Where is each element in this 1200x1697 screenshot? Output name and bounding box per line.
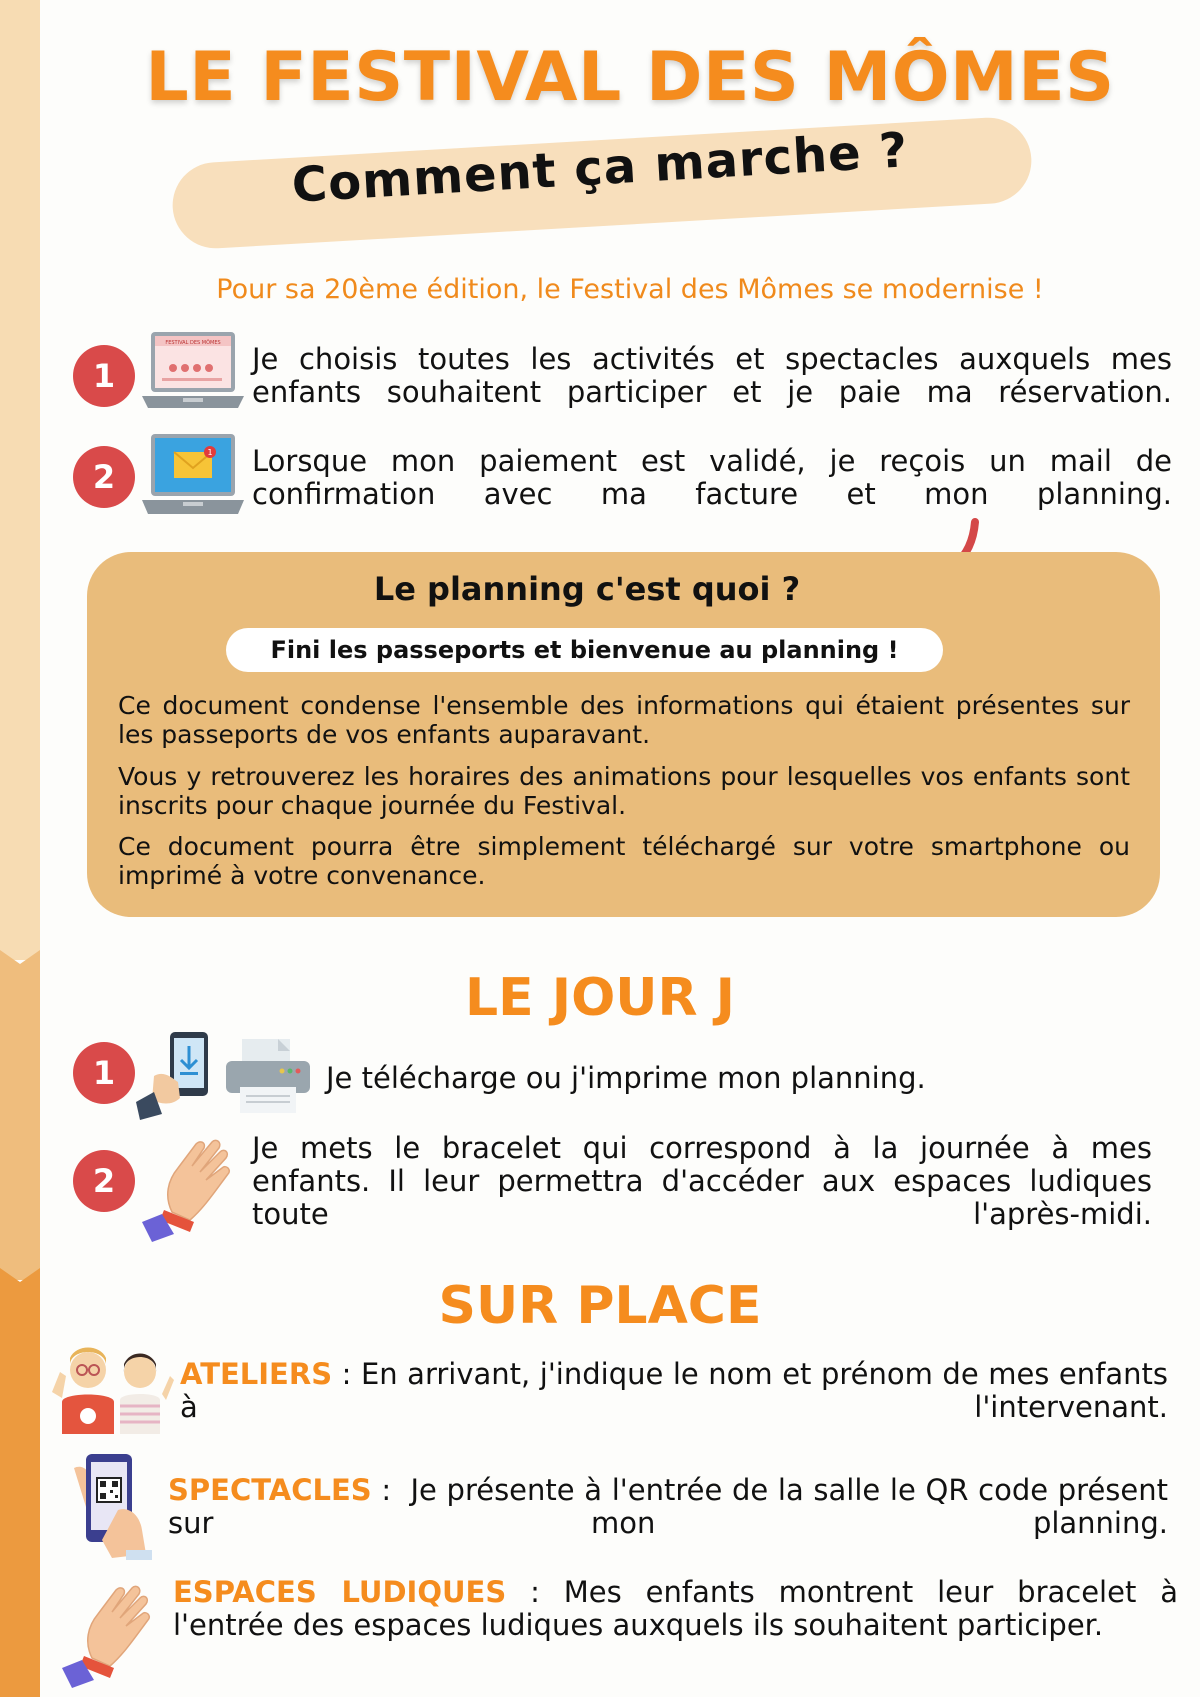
spectacles-description: Je présente à l'entrée de la salle le QR code présent sur mon planning. bbox=[168, 1473, 1168, 1540]
sidebar-band-dark bbox=[0, 1268, 40, 1697]
spectacles-text bbox=[168, 1474, 1168, 1540]
planning-paragraph-3: Ce document pourra être simplement téléchargé sur votre smartphone ou imprimé à votre convenance. bbox=[118, 832, 1130, 890]
planning-paragraph-2: Vous y retrouverez les horaires des animations pour lesquelles vos enfants sont inscrits pour chaque journée du Festival. bbox=[118, 762, 1130, 820]
sidebar-band-mid bbox=[0, 950, 40, 1280]
sidebar-band-light bbox=[0, 0, 40, 960]
section-heading-sur-place: SUR PLACE bbox=[438, 1276, 762, 1336]
decorative-sidebar bbox=[0, 0, 40, 1697]
espaces-ludiques-description: Mes enfants montrent leur bracelet à l'entrée des espaces ludiques auxquels ils souhaitent participer. bbox=[173, 1575, 1178, 1642]
phone-download-icon bbox=[134, 1030, 216, 1120]
mail-badge: 1 bbox=[207, 448, 213, 457]
ateliers-separator: : bbox=[332, 1357, 361, 1391]
jour-j-step-2-text: Je mets le bracelet qui correspond à la journée à mes enfants. Il leur permettra d'accéder aux espaces ludiques toute l'après-midi. bbox=[252, 1131, 1152, 1231]
planning-paragraph-1: Ce document condense l'ensemble des informations qui étaient présentes sur les passeports de vos enfants auparavant. bbox=[118, 691, 1130, 749]
ateliers-text bbox=[180, 1358, 1168, 1424]
page-title: LE FESTIVAL DES MÔMES bbox=[145, 38, 1115, 117]
planning-box-title: Le planning c'est quoi ? bbox=[373, 570, 801, 608]
hand-bracelet-icon bbox=[134, 1134, 238, 1242]
step-2-badge: 2 bbox=[73, 446, 135, 508]
step-1-badge: 1 bbox=[73, 345, 135, 407]
laptop-website-icon bbox=[140, 330, 246, 416]
espaces-ludiques-separator: : bbox=[506, 1575, 564, 1609]
intro-text: Pour sa 20ème édition, le Festival des Mômes se modernise ! bbox=[216, 274, 1044, 305]
jour-j-step-2-badge: 2 bbox=[73, 1150, 135, 1212]
ateliers-description: En arrivant, j'indique le nom et prénom de mes enfants à l'intervenant. bbox=[180, 1357, 1168, 1424]
children-icon bbox=[48, 1342, 174, 1434]
espaces-ludiques-label: ESPACES LUDIQUES bbox=[173, 1575, 507, 1609]
planning-tagline: Fini les passeports et bienvenue au planning ! bbox=[270, 636, 899, 664]
jour-j-step-1-badge: 1 bbox=[73, 1042, 135, 1104]
section-heading-jour-j: LE JOUR J bbox=[464, 968, 736, 1028]
laptop-mail-icon bbox=[140, 432, 246, 522]
printer-icon bbox=[222, 1035, 314, 1115]
phone-qr-icon bbox=[72, 1450, 152, 1560]
step-1-text: Je choisis toutes les activités et spectacles auxquels mes enfants souhaitent participer et je paie ma réservation. bbox=[252, 342, 1172, 409]
hand-bracelet-icon bbox=[54, 1580, 158, 1688]
ateliers-label: ATELIERS bbox=[180, 1357, 333, 1391]
jour-j-step-1-text: Je télécharge ou j'imprime mon planning. bbox=[326, 1061, 926, 1095]
screen-label: FESTIVAL DES MÔMES bbox=[165, 340, 221, 346]
step-2-text: Lorsque mon paiement est validé, je reçois un mail de confirmation avec ma facture et mon planning. bbox=[252, 444, 1172, 511]
page-subtitle: Comment ça marche ? bbox=[290, 122, 910, 214]
espaces-ludiques-text bbox=[173, 1576, 1178, 1642]
spectacles-separator: : bbox=[371, 1473, 411, 1507]
spectacles-label: SPECTACLES bbox=[168, 1473, 372, 1507]
